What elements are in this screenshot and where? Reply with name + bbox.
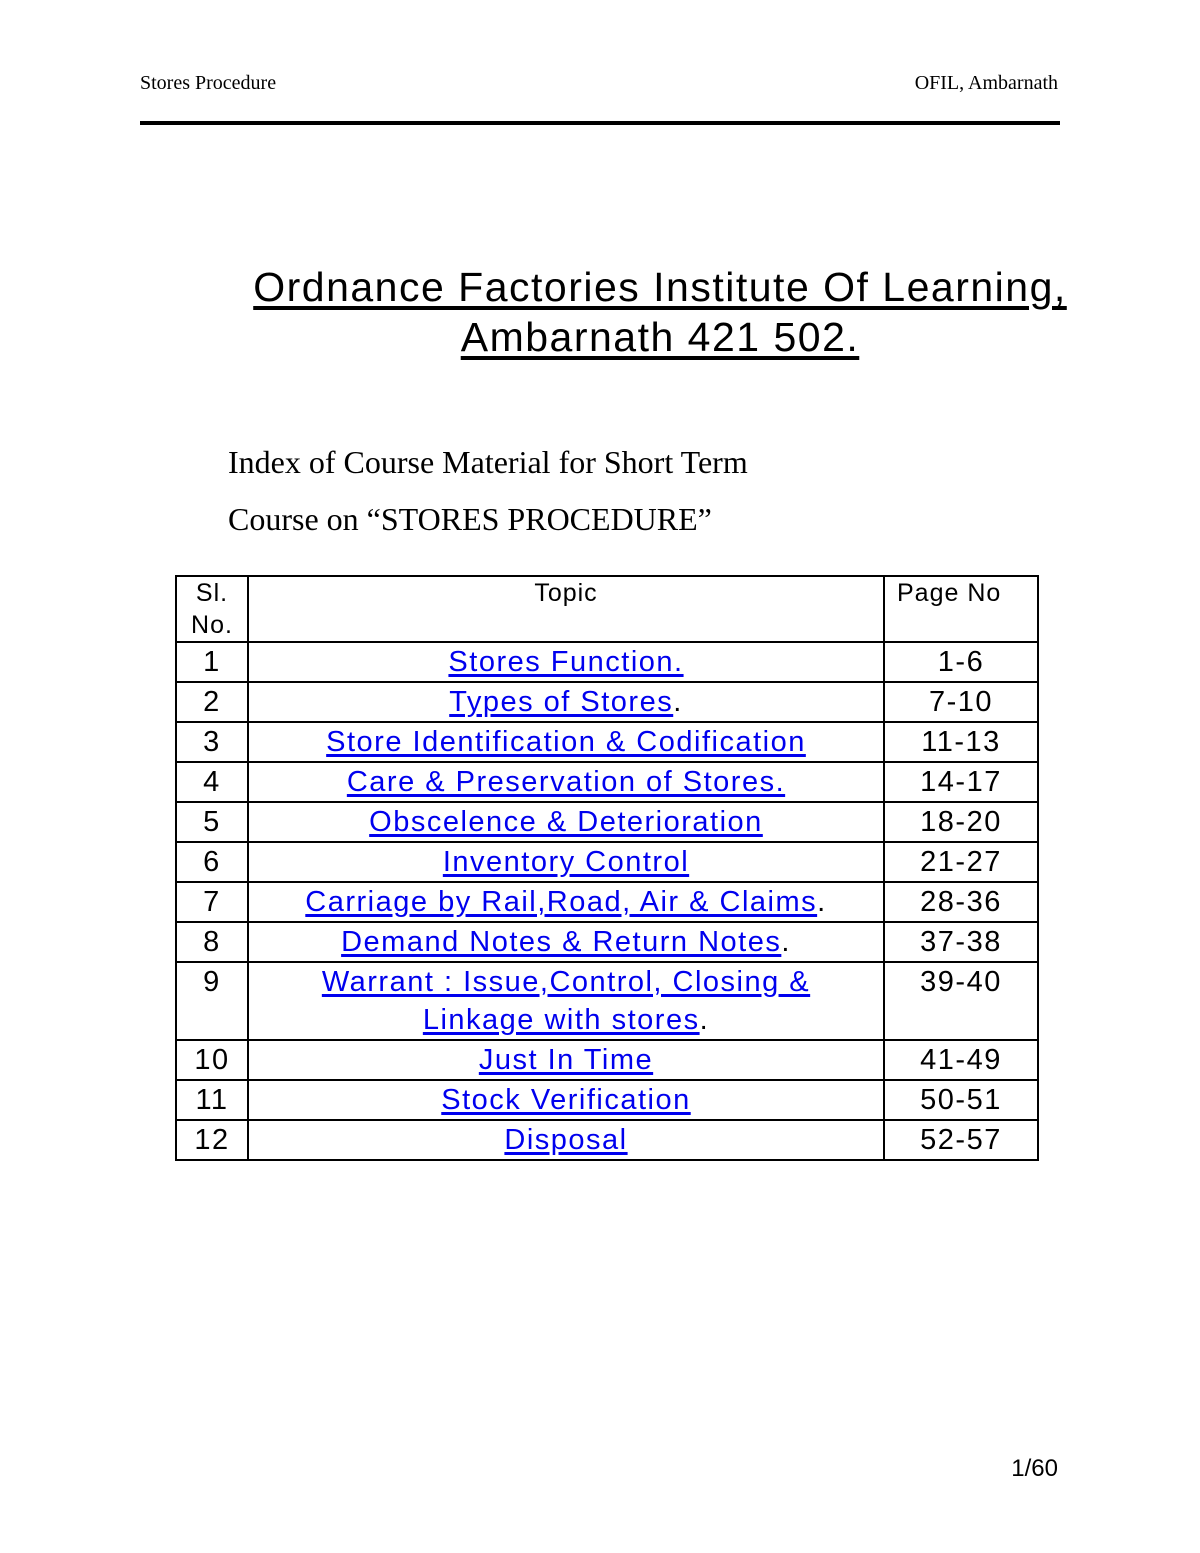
table-row: [176, 642, 1038, 682]
topic-link[interactable]: Care & Preservation of Stores.: [346, 766, 786, 798]
row-topic: [248, 762, 884, 802]
document-title: [140, 262, 1180, 362]
row-page-range: 50-51: [884, 1080, 1038, 1120]
table-row: [176, 842, 1038, 882]
topic-link[interactable]: Obscelence & Deterioration: [369, 806, 763, 838]
topic-link[interactable]: Demand Notes & Return Notes: [341, 926, 782, 958]
row-page-range: 39-40: [884, 962, 1038, 1040]
row-page-range: 41-49: [884, 1040, 1038, 1080]
topic-suffix: .: [781, 926, 791, 958]
topic-link[interactable]: Disposal: [504, 1124, 628, 1156]
row-topic: [248, 882, 884, 922]
row-page-range: 21-27: [884, 842, 1038, 882]
row-sl-no: 7: [176, 882, 248, 922]
row-sl-no: 10: [176, 1040, 248, 1080]
running-header-left: Stores Procedure: [140, 72, 277, 94]
row-topic: [248, 642, 884, 682]
title-line-1: Ordnance Factories Institute Of Learning,: [253, 264, 1067, 310]
table-row: [176, 882, 1038, 922]
row-page-range: 11-13: [884, 722, 1038, 762]
row-sl-no: 8: [176, 922, 248, 962]
topic-link[interactable]: Inventory Control: [442, 846, 690, 878]
row-sl-no: 12: [176, 1120, 248, 1160]
header-page-no: Page No: [884, 576, 1038, 642]
header-sl-text: Sl.: [195, 579, 229, 607]
topic-link[interactable]: Stock Verification: [441, 1084, 691, 1116]
table-row: [176, 682, 1038, 722]
row-topic: [248, 802, 884, 842]
header-sl-no: [176, 576, 248, 642]
topic-link-continued[interactable]: Linkage with stores: [422, 1004, 700, 1036]
running-header-right: OFIL, Ambarnath: [914, 72, 1058, 94]
table-row: [176, 762, 1038, 802]
row-page-range: 7-10: [884, 682, 1038, 722]
row-sl-no: 4: [176, 762, 248, 802]
table-row: [176, 802, 1038, 842]
row-sl-no: 5: [176, 802, 248, 842]
row-page-range: 37-38: [884, 922, 1038, 962]
row-sl-no: 6: [176, 842, 248, 882]
topic-suffix: .: [817, 886, 827, 918]
page-indicator: 1/60: [1011, 1455, 1058, 1482]
row-page-range: 28-36: [884, 882, 1038, 922]
title-line-2: Ambarnath 421 502.: [460, 314, 860, 360]
row-page-range: 52-57: [884, 1120, 1038, 1160]
header-no-text: No.: [191, 611, 233, 639]
topic-suffix: .: [699, 1004, 710, 1036]
table-row: [176, 1040, 1038, 1080]
header-divider: [140, 121, 1060, 125]
row-page-range: 14-17: [884, 762, 1038, 802]
topic-link[interactable]: Just In Time: [478, 1044, 654, 1076]
table-row: [176, 962, 1038, 1040]
topic-link[interactable]: Stores Function.: [448, 646, 684, 678]
row-topic: [248, 842, 884, 882]
topic-link[interactable]: Carriage by Rail,Road, Air & Claims: [305, 886, 818, 918]
row-topic: [248, 682, 884, 722]
table-row: [176, 1080, 1038, 1120]
topic-suffix: .: [673, 686, 683, 718]
topic-link[interactable]: Warrant : Issue,Control, Closing &: [321, 966, 811, 998]
row-sl-no: 1: [176, 642, 248, 682]
topic-link[interactable]: Store Identification & Codification: [326, 726, 806, 758]
row-topic: [248, 1040, 884, 1080]
topic-link[interactable]: Types of Stores: [449, 686, 674, 718]
row-topic: [248, 1120, 884, 1160]
table-row: [176, 722, 1038, 762]
subtitle-line-1: Index of Course Material for Short Term: [228, 444, 748, 480]
row-topic: [248, 922, 884, 962]
table-row: [176, 1120, 1038, 1160]
row-topic: [248, 962, 884, 1040]
table-row: [176, 922, 1038, 962]
subtitle-line-2: Course on “STORES PROCEDURE”: [228, 501, 712, 537]
row-topic: [248, 1080, 884, 1120]
row-page-range: 1-6: [884, 642, 1038, 682]
row-sl-no: 3: [176, 722, 248, 762]
index-table: [175, 575, 1039, 1161]
table-header-row: [176, 576, 1038, 642]
header-topic: Topic: [248, 576, 884, 642]
row-sl-no: 9: [176, 962, 248, 1040]
row-page-range: 18-20: [884, 802, 1038, 842]
row-sl-no: 11: [176, 1080, 248, 1120]
row-sl-no: 2: [176, 682, 248, 722]
row-topic: [248, 722, 884, 762]
